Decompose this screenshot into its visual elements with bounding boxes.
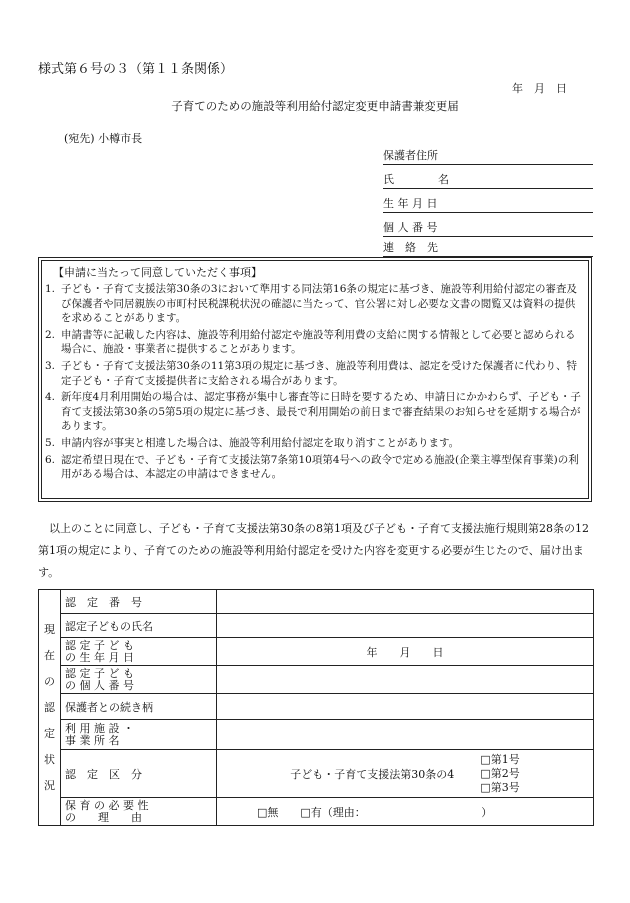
value-child-birthdate[interactable] [217, 638, 594, 666]
label-child-name: 認定子どもの氏名 [61, 614, 217, 638]
consent-item [45, 328, 585, 357]
consent-item [45, 453, 585, 482]
item-text: 認定希望日現在で、子ども・子育て支援法第7条第10項第4号への政令で定める施設(企業主導型保育事業)の利用がある場合は、本認定の申請はできません。 [61, 453, 579, 481]
label-line: 利 用 施 設 ・ [65, 721, 134, 735]
label-line: 保 育 の 必 要 性 [65, 798, 149, 812]
cert-class-options [480, 753, 519, 795]
field-label: 氏 名 [383, 173, 449, 186]
label-line: 認 定 子 ど も [65, 666, 134, 680]
label-care-need [61, 798, 217, 826]
consent-item [45, 359, 585, 388]
consent-title: 【申請に当たって同意していただく事項】 [53, 266, 262, 279]
field-label: 生 年 月 日 [383, 197, 438, 210]
addressee: (宛先) 小樽市長 [64, 132, 143, 145]
label-cert-number: 認 定 番 号 [61, 590, 217, 614]
value-care-need[interactable] [217, 798, 594, 826]
option-class-3[interactable]: □第3号 [480, 780, 520, 794]
item-number: 1. [45, 283, 56, 295]
current-certification-table [38, 589, 594, 826]
label-line: の 理 由 [65, 810, 142, 824]
label-child-id [61, 666, 217, 694]
name-field[interactable] [383, 170, 593, 189]
item-number: 3. [45, 359, 56, 372]
value-relationship[interactable] [217, 694, 594, 720]
side-char: 況 [44, 778, 55, 792]
item-text: 申請書等に記載した内容は、施設等利用給付認定や施設等利用費の支給に関する情報として必要と認められる場合に、施設・事業者に提供することがあります。 [61, 328, 576, 356]
option-class-1[interactable]: □第1号 [480, 752, 520, 766]
item-text: 子ども・子育て支援法第30条の3において準用する同法第16条の規定に基づき、施設等利用給付認定の審査及び保護者や同居親族の市町村民税課税状況の確認に当たって、官公署に対し必要な文書の閲覧又は資料の提供を求めることがあります。 [61, 283, 577, 325]
label-relationship: 保護者との続き柄 [61, 694, 217, 720]
contact-field[interactable] [383, 238, 593, 257]
guardian-address-field[interactable] [383, 146, 593, 165]
consent-item [45, 436, 585, 451]
label-child-birthdate [61, 638, 217, 666]
item-number: 4. [45, 391, 56, 404]
side-char: 状 [44, 752, 55, 766]
label-line: の 生 年 月 日 [65, 650, 134, 664]
value-child-id[interactable] [217, 666, 594, 694]
consent-item [45, 390, 585, 434]
item-number: 2. [45, 328, 56, 341]
label-line: 認 定 子 ど も [65, 638, 134, 652]
value-cert-class [217, 750, 594, 798]
birthdate-placeholder: 年 月 日 [366, 645, 444, 659]
consent-item [45, 282, 585, 326]
side-char: 定 [44, 726, 55, 740]
label-cert-class: 認 定 区 分 [61, 750, 217, 798]
value-facility[interactable] [217, 720, 594, 750]
option-class-2[interactable]: □第2号 [480, 766, 520, 780]
document-title: 子育てのための施設等利用給付認定変更申請書兼変更届 [171, 99, 459, 113]
date-placeholder: 年 月 日 [512, 82, 567, 95]
label-line: の 個 人 番 号 [65, 678, 134, 692]
value-cert-number[interactable] [217, 590, 594, 614]
field-label: 連 絡 先 [383, 241, 438, 254]
consent-box [38, 257, 592, 502]
care-need-options[interactable]: □無 □有（理由： ） [257, 805, 493, 819]
side-char: 在 [44, 648, 55, 662]
value-child-name[interactable] [217, 614, 594, 638]
personal-number-field[interactable] [383, 218, 593, 237]
consent-list [45, 282, 585, 484]
side-char: の [44, 674, 55, 688]
birthdate-field[interactable] [383, 194, 593, 213]
field-label: 保護者住所 [383, 149, 438, 162]
field-label: 個 人 番 号 [383, 221, 438, 234]
item-text: 子ども・子育て支援法第30条の11第3項の規定に基づき、施設等利用費は、認定を受けた保護者に代わり、特定子ども・子育て支援提供者に支給される場合があります。 [61, 359, 577, 387]
label-facility [61, 720, 217, 750]
side-label [39, 590, 61, 826]
item-text: 新年度4月利用開始の場合は、認定事務が集中し審査等に日時を要するため、申請日にかかわらず、子ども・子育て支援法第30条の5第5項の規定に基づき、最長で利用開始の前日まで審査結果のお知らせを延期する場合があります。 [61, 391, 581, 433]
form-number: 様式第６号の３（第１１条関係） [38, 62, 234, 77]
item-text: 申請内容が事実と相違した場合は、施設等利用給付認定を取り消すことがあります。 [61, 436, 460, 449]
declaration-statement: 以上のことに同意し、子ども・子育て支援法第30条の8第1項及び子ども・子育て支援法施行規則第28条の12第1項の規定により、子育てのための施設等利用給付認定を受けた内容を変更する必要が生じたので、届け出ます。 [38, 522, 589, 579]
item-number: 5. [45, 436, 56, 449]
cert-class-law: 子ども・子育て支援法第30条の4 [290, 767, 455, 781]
label-line: 事 業 所 名 [65, 733, 120, 747]
side-char: 認 [44, 700, 55, 714]
side-char: 現 [44, 622, 55, 636]
item-number: 6. [45, 453, 56, 466]
